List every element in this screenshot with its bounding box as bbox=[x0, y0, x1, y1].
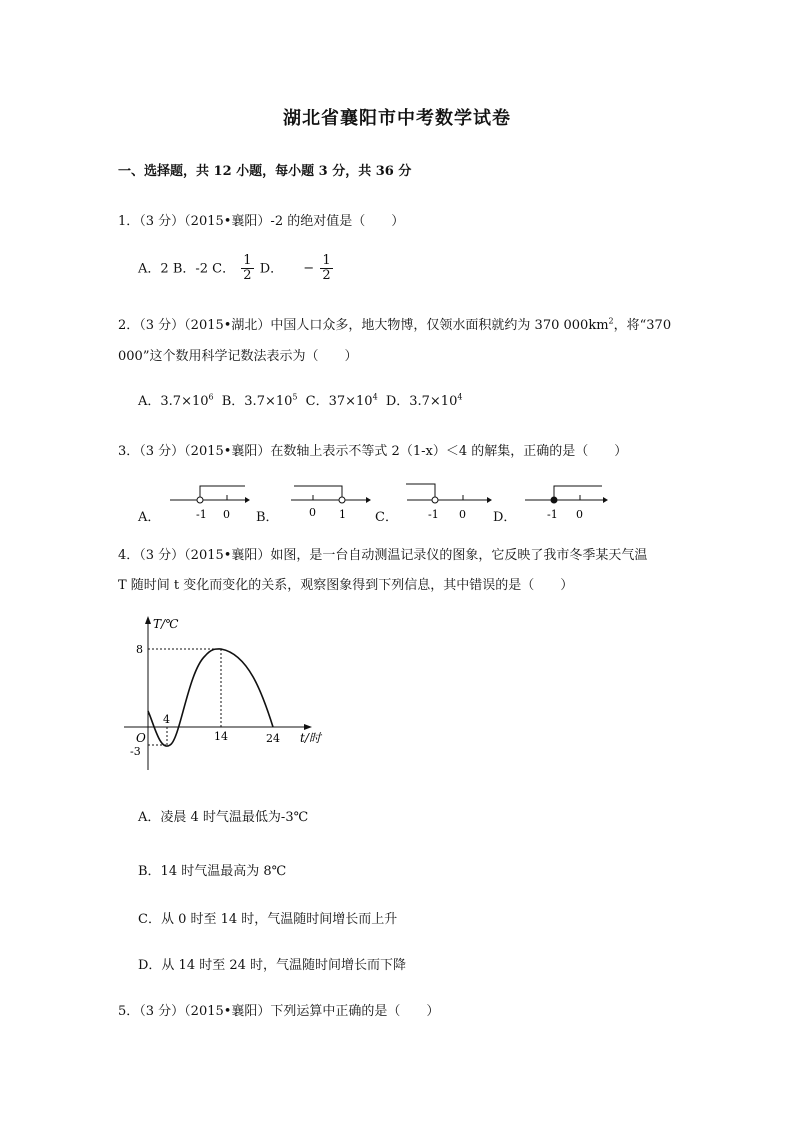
q3-option-c-number-line bbox=[402, 474, 492, 524]
question-3-stem: 3．（3 分）（2015•襄阳）在数轴上表示不等式 2（1-x）＜4 的解集，正确的是（ ） bbox=[118, 444, 628, 459]
question-2-stem-line1: 2．（3 分）（2015•湖北）中国人口众多，地大物博，仅领水面积就约为 370 $000km^2$，将“370 bbox=[118, 316, 672, 333]
q3-option-a-number-line bbox=[165, 478, 250, 524]
q4-temperature-graph bbox=[120, 612, 340, 777]
q2-option-a: A．$3.7\times 10^6$ bbox=[138, 392, 214, 409]
q4-option-a: A．凌晨 4 时气温最低为-3℃ bbox=[138, 810, 309, 825]
svg-text:-1: -1 bbox=[547, 508, 558, 521]
svg-text:0: 0 bbox=[223, 508, 230, 521]
q3-option-d-number-line bbox=[520, 478, 608, 524]
svg-text:0: 0 bbox=[459, 508, 466, 521]
q1-option-c: C． bbox=[212, 261, 236, 277]
q4-option-d: D．从 14 时至 24 时，气温随时间增长而下降 bbox=[138, 958, 407, 973]
q1-option-a: A．2 bbox=[138, 261, 169, 277]
tick-label-4: 4 bbox=[163, 713, 170, 726]
q3-option-a-label: A． bbox=[138, 510, 161, 525]
q4-option-c: C．从 0 时至 14 时，气温随时间增长而上升 bbox=[138, 912, 398, 927]
page-title: 湖北省襄阳市中考数学试卷 bbox=[283, 108, 511, 129]
x-axis-label: t/时 bbox=[300, 731, 321, 745]
tick-label-24: 24 bbox=[266, 732, 280, 745]
q1-option-d: D． bbox=[259, 261, 284, 277]
origin-label: O bbox=[136, 731, 146, 745]
svg-text:1: 1 bbox=[339, 508, 346, 521]
question-1-stem: 1．（3 分）（2015•襄阳）-2 的绝对值是（ ） bbox=[118, 214, 405, 229]
q3-option-b-number-line bbox=[286, 478, 371, 524]
q1-fraction-d-sign: − bbox=[303, 261, 315, 277]
y-axis-label: T/℃ bbox=[153, 617, 179, 631]
q3-option-c-label: C． bbox=[375, 510, 398, 525]
svg-text:-1: -1 bbox=[196, 508, 207, 521]
question-2-stem-line2: 000”这个数用科学记数法表示为（ ） bbox=[118, 349, 358, 364]
tick-label-8: 8 bbox=[136, 643, 143, 656]
question-2-options bbox=[138, 390, 462, 409]
q3-option-b-label: B． bbox=[256, 510, 279, 525]
svg-text:0: 0 bbox=[576, 508, 583, 521]
q2-option-c: C．$37\times 10^4$ bbox=[305, 392, 378, 409]
svg-text:-1: -1 bbox=[428, 508, 439, 521]
q3-option-d-label: D． bbox=[493, 510, 517, 525]
question-4-stem-line1: 4．（3 分）（2015•襄阳）如图，是一台自动测温记录仪的图象，它反映了我市冬季某天气温 bbox=[118, 548, 648, 563]
q4-option-b: B．14 时气温最高为 8℃ bbox=[138, 864, 287, 879]
tick-label-14: 14 bbox=[214, 730, 228, 743]
q2-option-b: B．$3.7\times 10^5$ bbox=[221, 392, 298, 409]
q1-fraction-c: $\frac{1}{2}$ bbox=[243, 253, 252, 284]
question-1-options bbox=[138, 254, 335, 284]
section-heading: 一、选择题，共 12 小题，每小题 3 分，共 36 分 bbox=[118, 164, 412, 179]
q1-fraction-d: $\frac{1}{2}$ bbox=[322, 253, 331, 284]
q2-option-d: D．$3.7\times 10^4$ bbox=[385, 392, 463, 409]
question-4-stem-line2: T 随时间 t 变化而变化的关系，观察图象得到下列信息，其中错误的是（ ） bbox=[118, 578, 574, 593]
svg-text:0: 0 bbox=[309, 506, 316, 519]
question-5-stem: 5．（3 分）（2015•襄阳）下列运算中正确的是（ ） bbox=[118, 1004, 440, 1019]
tick-label-minus3: -3 bbox=[130, 745, 141, 758]
q1-option-b: B．-2 bbox=[172, 261, 209, 277]
